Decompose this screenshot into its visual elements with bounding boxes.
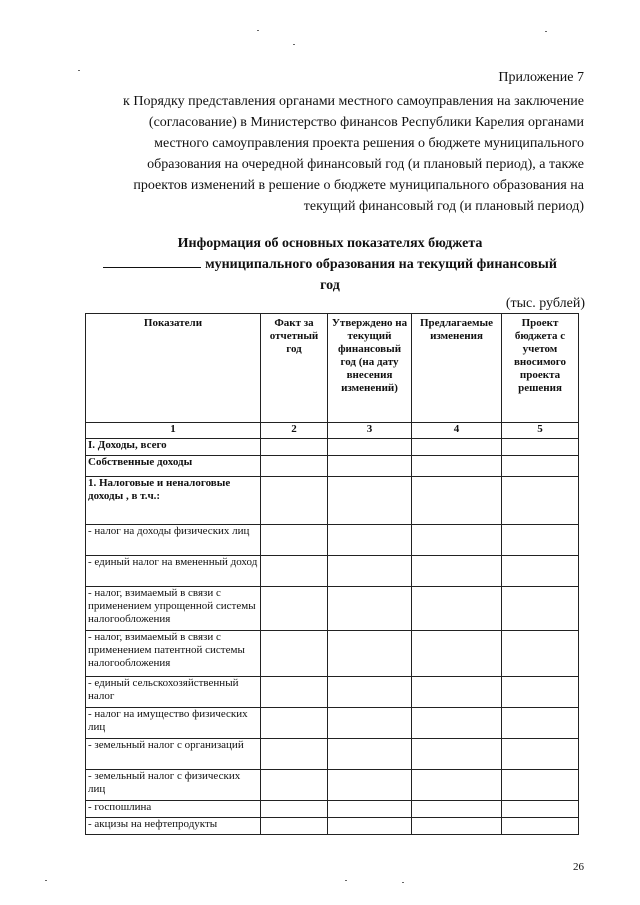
scan-speck: [545, 31, 547, 32]
table-cell: [328, 631, 412, 677]
table-row: [86, 587, 579, 631]
header-actual: Факт за отчетный год: [261, 314, 328, 423]
row-label: - госпошлина: [86, 801, 261, 818]
table-cell: [328, 456, 412, 477]
table-cell: [261, 677, 328, 708]
row-label: - акцизы на нефтепродукты: [86, 818, 261, 835]
row-label: Собственные доходы: [86, 456, 261, 477]
table-cell: [502, 739, 579, 770]
table-row: [86, 556, 579, 587]
appendix-line: местного самоуправления проекта решения о бюджете муниципального: [154, 136, 584, 151]
appendix-title: Приложение 7: [498, 70, 584, 85]
header-indicators: Показатели: [86, 314, 261, 423]
table-cell: [412, 818, 502, 835]
table-row: [86, 708, 579, 739]
table-row: [86, 477, 579, 525]
row-label: 1. Налоговые и неналоговые доходы , в т.ч.:: [86, 477, 261, 525]
table-cell: [412, 587, 502, 631]
table-cell: [502, 587, 579, 631]
table-cell: [502, 556, 579, 587]
appendix-description: [72, 91, 584, 217]
scan-speck: [345, 880, 347, 881]
table-cell: [412, 525, 502, 556]
appendix-line: текущий финансовый год (и плановый период): [303, 199, 584, 214]
row-label: - единый налог на вмененный доход: [86, 556, 261, 587]
table-cell: [412, 801, 502, 818]
row-label: - налог на доходы физических лиц: [86, 525, 261, 556]
table-row: [86, 525, 579, 556]
table-cell: [328, 525, 412, 556]
heading-line-1: Информация об основных показателях бюджета: [177, 236, 483, 251]
table-cell: [412, 439, 502, 456]
table-cell: [412, 739, 502, 770]
row-label: - налог на имущество физических лиц: [86, 708, 261, 739]
scan-speck: [257, 30, 259, 31]
scan-speck: [402, 882, 404, 883]
table-cell: [328, 587, 412, 631]
table-cell: [502, 456, 579, 477]
column-number: 3: [328, 423, 412, 439]
heading-line-3: год: [320, 278, 340, 293]
table-row: [86, 677, 579, 708]
table-cell: [502, 525, 579, 556]
table-row: [86, 801, 579, 818]
blank-fill-line: [103, 254, 201, 268]
table-cell: [502, 818, 579, 835]
table-cell: [261, 708, 328, 739]
table-cell: [412, 477, 502, 525]
table-cell: [261, 525, 328, 556]
table-cell: [502, 439, 579, 456]
header-proposed: Предлагаемые изменения: [412, 314, 502, 423]
row-label: - земельный налог с организаций: [86, 739, 261, 770]
column-number: 4: [412, 423, 502, 439]
heading-line-2: муниципального образования на текущий финансовый: [60, 254, 600, 275]
table-cell: [412, 631, 502, 677]
table-row: [86, 631, 579, 677]
row-label: - единый сельскохозяйственный налог: [86, 677, 261, 708]
column-number: 1: [86, 423, 261, 439]
column-number: 5: [502, 423, 579, 439]
table-cell: [261, 439, 328, 456]
table-cell: [412, 708, 502, 739]
table-cell: [412, 456, 502, 477]
row-label: - налог, взимаемый в связи с применением патентной системы налогообложения: [86, 631, 261, 677]
table-row: [86, 770, 579, 801]
table-cell: [261, 801, 328, 818]
table-cell: [261, 818, 328, 835]
column-number-row: [86, 423, 579, 439]
table-cell: [502, 477, 579, 525]
column-number: 2: [261, 423, 328, 439]
table-cell: [261, 631, 328, 677]
table-cell: [328, 770, 412, 801]
table-cell: [502, 631, 579, 677]
scan-speck: [78, 70, 80, 71]
table-cell: [328, 739, 412, 770]
table-cell: [502, 770, 579, 801]
table-cell: [261, 587, 328, 631]
scan-speck: [45, 880, 47, 881]
table-row: [86, 739, 579, 770]
table-cell: [502, 708, 579, 739]
table-cell: [328, 708, 412, 739]
table-cell: [328, 677, 412, 708]
document-heading: [60, 233, 600, 296]
budget-table: [85, 313, 579, 835]
row-label: I. Доходы, всего: [86, 439, 261, 456]
appendix-line: образования на очередной финансовый год (и плановый период), а также: [147, 157, 584, 172]
table-cell: [261, 739, 328, 770]
table-cell: [261, 770, 328, 801]
table-cell: [328, 439, 412, 456]
appendix-line: (согласование) в Министерство финансов Республики Карелия органами: [148, 115, 584, 130]
appendix-line: к Порядку представления органами местного самоуправления на заключение: [123, 94, 584, 109]
table-header-row: [86, 314, 579, 423]
appendix-line: проектов изменений в решение о бюджете муниципального образования на: [133, 178, 584, 193]
unit-label: (тыс. рублей): [505, 296, 585, 311]
row-label: - земельный налог с физических лиц: [86, 770, 261, 801]
row-label: - налог, взимаемый в связи с применением упрощенной системы налогообложения: [86, 587, 261, 631]
table-cell: [261, 477, 328, 525]
table-cell: [328, 818, 412, 835]
header-approved: Утверждено на текущий финансовый год (на дату внесения изменений): [328, 314, 412, 423]
table-cell: [412, 770, 502, 801]
table-cell: [502, 801, 579, 818]
table-cell: [412, 556, 502, 587]
table-cell: [328, 556, 412, 587]
page-number: 26: [573, 861, 584, 873]
table-cell: [412, 677, 502, 708]
header-project: Проект бюджета с учетом вносимого проекта решения: [502, 314, 579, 423]
table-cell: [261, 456, 328, 477]
table-cell: [502, 677, 579, 708]
table-cell: [328, 801, 412, 818]
table-row: [86, 456, 579, 477]
table-row: [86, 439, 579, 456]
table-cell: [261, 556, 328, 587]
table-row: [86, 818, 579, 835]
scan-speck: [293, 44, 295, 45]
table-cell: [328, 477, 412, 525]
